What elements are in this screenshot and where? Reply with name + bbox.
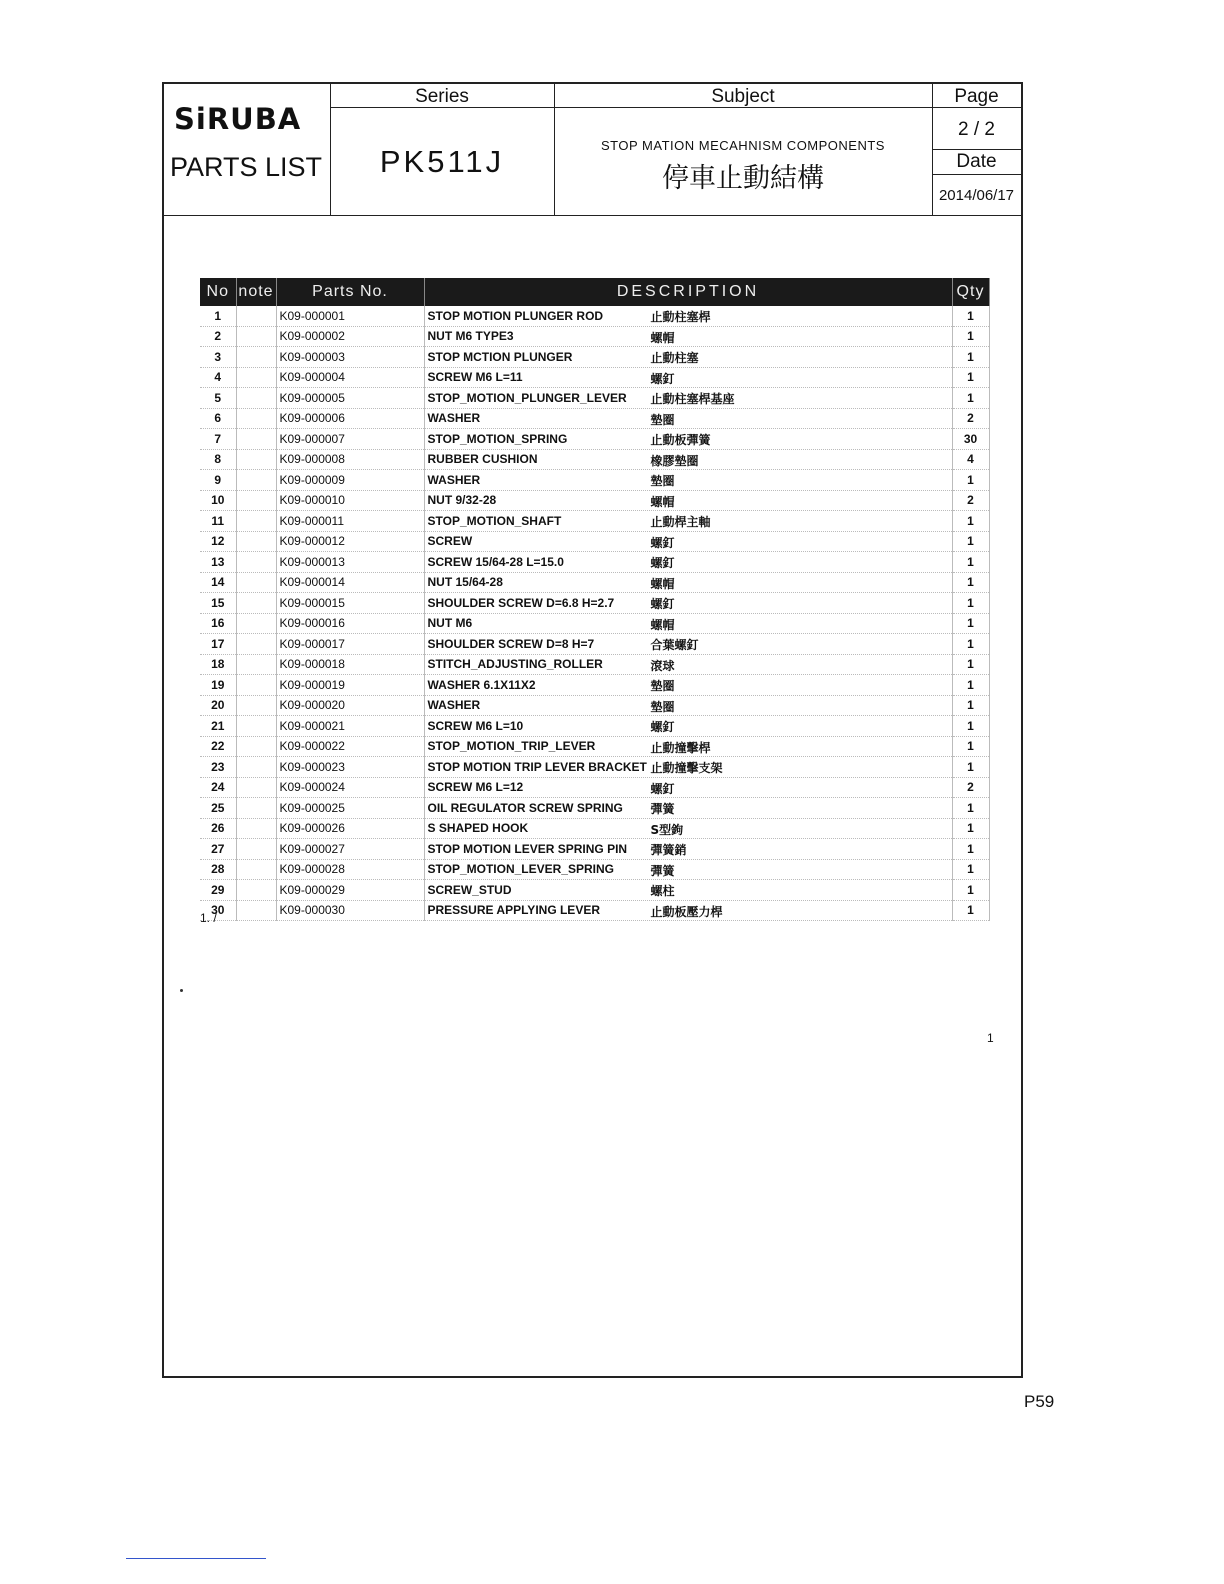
row-description <box>424 716 952 737</box>
description-en: STOP MCTION PLUNGER <box>427 349 573 364</box>
row-description <box>424 654 952 675</box>
row-note <box>236 326 276 347</box>
table-row <box>200 572 989 593</box>
description-en: STOP MOTION LEVER SPRING PIN <box>427 841 628 856</box>
table-row <box>200 367 989 388</box>
page-label: Page <box>954 86 999 107</box>
description-zh: 合葉螺釘 <box>650 638 699 652</box>
description-en: SHOULDER SCREW D=6.8 H=2.7 <box>427 595 615 610</box>
description-zh: 止動板壓力桿 <box>650 904 723 919</box>
row-part-number: K09-000025 <box>276 798 424 819</box>
row-description <box>424 818 952 839</box>
description-zh: 墊圈 <box>650 699 675 714</box>
row-part-number: K09-000007 <box>276 429 424 450</box>
row-qty: 1 <box>952 531 989 552</box>
table-row <box>200 347 989 368</box>
description-zh: 止動板彈簧 <box>650 433 711 447</box>
description-zh: 螺釘 <box>650 535 675 550</box>
description-zh: 止動柱塞桿 <box>650 310 711 324</box>
parts-table <box>200 278 990 921</box>
row-part-number: K09-000019 <box>276 675 424 696</box>
subject-zh: 停車止動結構 <box>662 163 824 193</box>
row-description <box>424 552 952 573</box>
subject-label: Subject <box>711 86 775 107</box>
subject-en: STOP MATION MECAHNISM COMPONENTS <box>601 138 885 153</box>
row-part-number: K09-000005 <box>276 388 424 409</box>
row-part-number: K09-000004 <box>276 367 424 388</box>
row-part-number: K09-000011 <box>276 511 424 532</box>
row-note <box>236 613 276 634</box>
table-row <box>200 490 989 511</box>
table-row <box>200 695 989 716</box>
row-part-number: K09-000008 <box>276 449 424 470</box>
description-zh: 彈簧 <box>650 802 675 816</box>
table-row <box>200 388 989 409</box>
description-zh: 止動撞擊桿 <box>650 740 711 755</box>
row-qty: 1 <box>952 880 989 901</box>
description-en: NUT M6 <box>427 616 473 631</box>
row-part-number: K09-000012 <box>276 531 424 552</box>
row-part-number: K09-000014 <box>276 572 424 593</box>
col-header-no: No <box>200 278 236 306</box>
row-part-number: K09-000016 <box>276 613 424 634</box>
row-part-number: K09-000020 <box>276 695 424 716</box>
row-description <box>424 880 952 901</box>
row-note <box>236 757 276 778</box>
row-note <box>236 552 276 573</box>
row-number: 2 <box>200 326 236 347</box>
row-description <box>424 429 952 450</box>
title-block <box>164 84 1021 216</box>
row-description <box>424 593 952 614</box>
table-row <box>200 531 989 552</box>
side-mark: 1 <box>987 1031 994 1045</box>
table-row <box>200 470 989 491</box>
description-en: STOP_MOTION_PLUNGER_LEVER <box>427 390 627 405</box>
row-part-number: K09-000024 <box>276 777 424 798</box>
row-note <box>236 449 276 470</box>
row-number: 4 <box>200 367 236 388</box>
row-note <box>236 654 276 675</box>
description-en: SCREW M6 L=12 <box>427 780 524 795</box>
description-en: SCREW 15/64-28 L=15.0 <box>427 554 564 569</box>
row-description <box>424 572 952 593</box>
description-zh: 螺釘 <box>650 720 675 734</box>
row-note <box>236 777 276 798</box>
description-en: STOP_MOTION_SHAFT <box>427 513 562 528</box>
footnote: 1. / <box>200 911 217 925</box>
table-row <box>200 777 989 798</box>
row-note <box>236 839 276 860</box>
description-zh: S型鉤 <box>650 822 684 837</box>
description-en: STOP MOTION TRIP LEVER BRACKET <box>427 759 647 774</box>
row-number: 12 <box>200 531 236 552</box>
row-description <box>424 449 952 470</box>
row-part-number: K09-000021 <box>276 716 424 737</box>
description-zh: 橡膠墊圈 <box>650 453 699 468</box>
row-description <box>424 531 952 552</box>
row-number: 29 <box>200 880 236 901</box>
row-number: 24 <box>200 777 236 798</box>
row-qty: 1 <box>952 306 989 326</box>
description-en: SCREW M6 L=11 <box>427 370 523 385</box>
table-row <box>200 859 989 880</box>
row-description <box>424 900 952 921</box>
row-number: 21 <box>200 716 236 737</box>
description-zh: 螺柱 <box>650 884 675 898</box>
description-zh: 螺帽 <box>650 617 675 632</box>
row-qty: 2 <box>952 490 989 511</box>
description-en: SHOULDER SCREW D=8 H=7 <box>427 636 595 651</box>
description-en: WASHER <box>427 472 481 487</box>
row-qty: 30 <box>952 429 989 450</box>
row-description <box>424 347 952 368</box>
row-note <box>236 634 276 655</box>
description-zh: 止動桿主軸 <box>650 515 711 529</box>
row-description <box>424 367 952 388</box>
row-description <box>424 859 952 880</box>
table-row <box>200 654 989 675</box>
description-zh: 墊圈 <box>650 679 675 693</box>
row-note <box>236 429 276 450</box>
row-qty: 1 <box>952 654 989 675</box>
description-zh: 螺帽 <box>650 330 675 345</box>
row-part-number: K09-000030 <box>276 900 424 921</box>
row-description <box>424 798 952 819</box>
row-qty: 1 <box>952 593 989 614</box>
description-en: WASHER <box>427 411 481 426</box>
row-description <box>424 490 952 511</box>
description-en: NUT 9/32-28 <box>427 493 497 508</box>
footer-rule <box>126 1558 266 1559</box>
description-zh: 滾球 <box>650 658 675 673</box>
speck <box>180 989 183 992</box>
row-part-number: K09-000028 <box>276 859 424 880</box>
row-note <box>236 367 276 388</box>
table-row <box>200 757 989 778</box>
table-row <box>200 716 989 737</box>
description-zh: 螺釘 <box>650 371 675 386</box>
table-row <box>200 634 989 655</box>
row-number: 8 <box>200 449 236 470</box>
row-qty: 1 <box>952 716 989 737</box>
description-en: SCREW <box>427 534 473 549</box>
row-qty: 2 <box>952 777 989 798</box>
col-header-parts-no: Parts No. <box>276 278 424 306</box>
divider <box>932 174 1021 175</box>
row-qty: 1 <box>952 798 989 819</box>
row-note <box>236 408 276 429</box>
row-description <box>424 675 952 696</box>
page-number: P59 <box>1024 1392 1055 1411</box>
row-note <box>236 470 276 491</box>
row-description <box>424 511 952 532</box>
row-note <box>236 798 276 819</box>
row-note <box>236 695 276 716</box>
row-number: 13 <box>200 552 236 573</box>
row-qty: 1 <box>952 757 989 778</box>
col-header-qty: Qty <box>952 278 989 306</box>
date-value: 2014/06/17 <box>938 187 1015 204</box>
row-note <box>236 880 276 901</box>
row-number: 3 <box>200 347 236 368</box>
row-number: 30 <box>200 900 236 921</box>
row-qty: 1 <box>952 367 989 388</box>
table-row <box>200 408 989 429</box>
table-row <box>200 839 989 860</box>
series-label: Series <box>415 86 469 107</box>
brand-logo: SiRUBA <box>174 102 302 136</box>
page-value: 2 / 2 <box>958 119 995 140</box>
description-zh: 螺釘 <box>650 781 675 796</box>
series-value: PK511J <box>379 144 505 179</box>
row-note <box>236 818 276 839</box>
row-description <box>424 326 952 347</box>
row-note <box>236 490 276 511</box>
description-en: STOP_MOTION_TRIP_LEVER <box>427 739 596 754</box>
row-qty: 2 <box>952 408 989 429</box>
row-number: 6 <box>200 408 236 429</box>
row-qty: 1 <box>952 859 989 880</box>
row-description <box>424 470 952 491</box>
row-description <box>424 388 952 409</box>
row-note <box>236 306 276 326</box>
row-qty: 1 <box>952 572 989 593</box>
description-zh: 止動柱塞 <box>650 351 699 365</box>
date-label: Date <box>956 151 997 172</box>
doc-type: PARTS LIST <box>170 152 323 182</box>
row-part-number: K09-000006 <box>276 408 424 429</box>
description-zh: 止動撞擊支架 <box>650 761 723 775</box>
table-row <box>200 449 989 470</box>
description-zh: 彈簧銷 <box>650 843 687 857</box>
row-number: 9 <box>200 470 236 491</box>
row-part-number: K09-000022 <box>276 736 424 757</box>
row-note <box>236 511 276 532</box>
row-note <box>236 531 276 552</box>
description-zh: 螺帽 <box>650 494 675 509</box>
row-qty: 1 <box>952 839 989 860</box>
row-part-number: K09-000027 <box>276 839 424 860</box>
row-qty: 1 <box>952 470 989 491</box>
description-en: SCREW_STUD <box>427 882 512 897</box>
row-number: 15 <box>200 593 236 614</box>
row-qty: 1 <box>952 552 989 573</box>
description-en: NUT M6 TYPE3 <box>427 329 514 344</box>
table-row <box>200 818 989 839</box>
row-part-number: K09-000010 <box>276 490 424 511</box>
description-zh: 螺帽 <box>650 576 675 591</box>
row-number: 22 <box>200 736 236 757</box>
row-qty: 1 <box>952 613 989 634</box>
row-part-number: K09-000029 <box>276 880 424 901</box>
description-en: RUBBER CUSHION <box>427 452 538 467</box>
row-number: 1 <box>200 306 236 326</box>
row-part-number: K09-000001 <box>276 306 424 326</box>
row-part-number: K09-000017 <box>276 634 424 655</box>
description-en: OIL REGULATOR SCREW SPRING <box>427 800 623 815</box>
row-part-number: K09-000026 <box>276 818 424 839</box>
col-header-note: note <box>236 278 276 306</box>
description-en: STITCH_ADJUSTING_ROLLER <box>427 657 603 672</box>
table-header-row <box>200 278 989 306</box>
row-qty: 1 <box>952 818 989 839</box>
row-qty: 1 <box>952 675 989 696</box>
description-zh: 螺釘 <box>650 556 675 570</box>
row-note <box>236 388 276 409</box>
row-description <box>424 839 952 860</box>
row-note <box>236 736 276 757</box>
row-description <box>424 613 952 634</box>
description-en: STOP_MOTION_SPRING <box>427 431 568 446</box>
row-number: 23 <box>200 757 236 778</box>
table-row <box>200 798 989 819</box>
row-qty: 4 <box>952 449 989 470</box>
description-en: STOP MOTION PLUNGER ROD <box>427 308 604 323</box>
row-note <box>236 572 276 593</box>
row-part-number: K09-000015 <box>276 593 424 614</box>
description-en: SCREW M6 L=10 <box>427 718 524 733</box>
row-description <box>424 695 952 716</box>
row-number: 18 <box>200 654 236 675</box>
row-number: 27 <box>200 839 236 860</box>
row-number: 17 <box>200 634 236 655</box>
description-zh: 墊圈 <box>650 412 675 427</box>
table-row <box>200 552 989 573</box>
row-description <box>424 757 952 778</box>
row-qty: 1 <box>952 900 989 921</box>
description-en: WASHER 6.1X11X2 <box>427 677 536 692</box>
row-number: 14 <box>200 572 236 593</box>
row-qty: 1 <box>952 347 989 368</box>
table-row <box>200 429 989 450</box>
row-qty: 1 <box>952 511 989 532</box>
row-number: 16 <box>200 613 236 634</box>
row-note <box>236 593 276 614</box>
description-zh: 螺釘 <box>650 597 675 611</box>
row-description <box>424 777 952 798</box>
table-row <box>200 900 989 921</box>
row-part-number: K09-000018 <box>276 654 424 675</box>
divider <box>932 149 1021 150</box>
row-note <box>236 859 276 880</box>
table-row <box>200 306 989 326</box>
description-en: STOP_MOTION_LEVER_SPRING <box>427 862 614 877</box>
row-description <box>424 736 952 757</box>
row-part-number: K09-000023 <box>276 757 424 778</box>
row-qty: 1 <box>952 695 989 716</box>
table-row <box>200 613 989 634</box>
row-number: 7 <box>200 429 236 450</box>
table-row <box>200 675 989 696</box>
row-number: 25 <box>200 798 236 819</box>
description-en: WASHER <box>427 698 481 713</box>
row-note <box>236 716 276 737</box>
row-part-number: K09-000009 <box>276 470 424 491</box>
description-en: PRESSURE APPLYING LEVER <box>427 903 600 918</box>
row-number: 19 <box>200 675 236 696</box>
description-en: NUT 15/64-28 <box>427 575 503 590</box>
row-number: 26 <box>200 818 236 839</box>
description-zh: 彈簧 <box>650 863 675 878</box>
row-qty: 1 <box>952 326 989 347</box>
description-en: S SHAPED HOOK <box>427 821 529 836</box>
row-number: 5 <box>200 388 236 409</box>
table-row <box>200 593 989 614</box>
description-zh: 止動柱塞桿基座 <box>650 392 735 406</box>
table-row <box>200 736 989 757</box>
row-part-number: K09-000002 <box>276 326 424 347</box>
row-note <box>236 675 276 696</box>
row-qty: 1 <box>952 634 989 655</box>
row-qty: 1 <box>952 388 989 409</box>
row-number: 10 <box>200 490 236 511</box>
row-description <box>424 306 952 326</box>
col-header-description: DESCRIPTION <box>424 278 952 306</box>
row-qty: 1 <box>952 736 989 757</box>
row-note <box>236 900 276 921</box>
row-description <box>424 634 952 655</box>
row-note <box>236 347 276 368</box>
row-part-number: K09-000013 <box>276 552 424 573</box>
row-description <box>424 408 952 429</box>
row-number: 20 <box>200 695 236 716</box>
table-row <box>200 880 989 901</box>
row-number: 11 <box>200 511 236 532</box>
row-part-number: K09-000003 <box>276 347 424 368</box>
table-row <box>200 511 989 532</box>
row-number: 28 <box>200 859 236 880</box>
table-row <box>200 326 989 347</box>
description-zh: 墊圈 <box>650 474 675 488</box>
